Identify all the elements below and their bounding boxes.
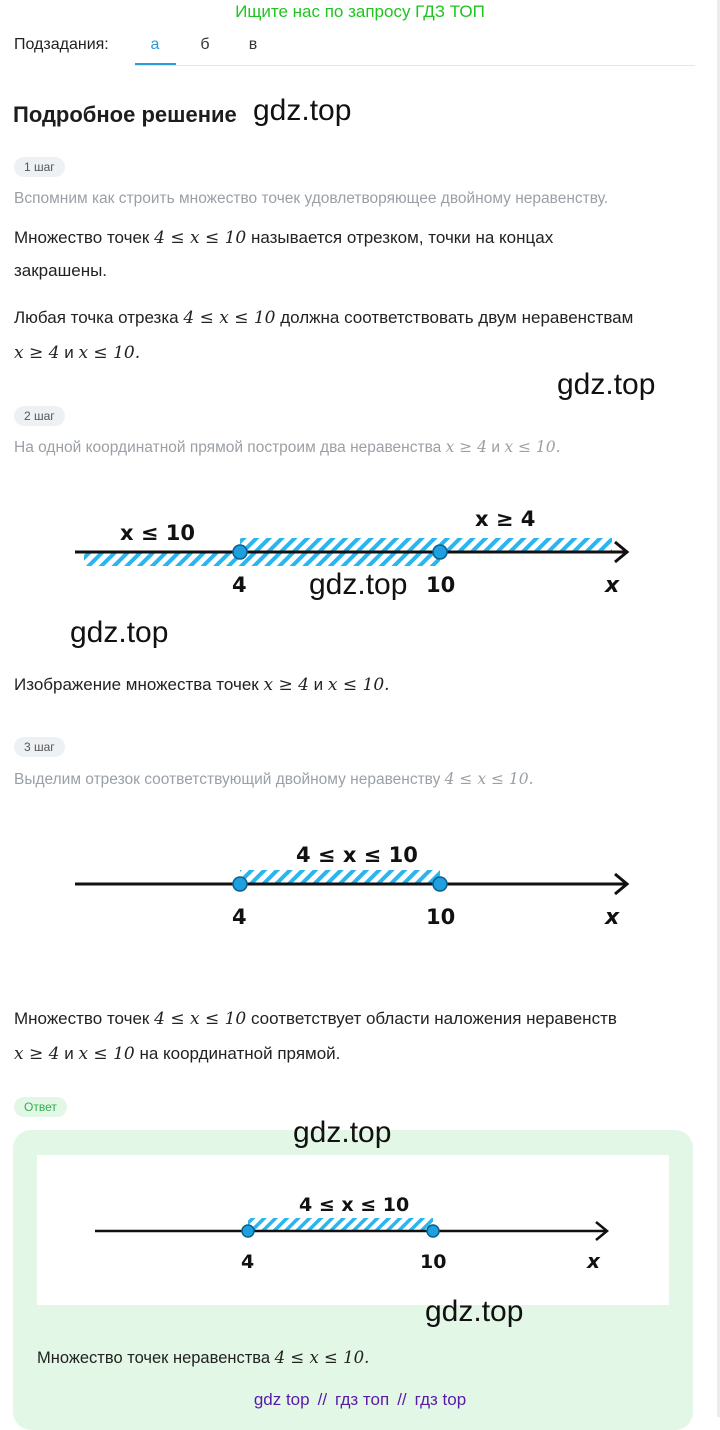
tick-label: 10 [426, 573, 456, 597]
math-inline: x ≤ 10. [504, 438, 561, 456]
text-run: на координатной прямой. [139, 1044, 341, 1063]
step-text [14, 1036, 340, 1072]
step-text: закрашены. [14, 261, 108, 280]
text-run: соответствует области наложения неравенств [250, 1009, 617, 1028]
step-text [14, 300, 633, 336]
text-run: Множество точек неравенства [37, 1349, 271, 1367]
answer-number-line [85, 1180, 625, 1280]
watermark: gdz.top [293, 1116, 392, 1149]
active-tab-indicator [135, 63, 176, 65]
promo-banner[interactable]: Ищите нас по запросу ГДЗ ТОП [235, 2, 485, 21]
text-run: и [313, 675, 324, 694]
tab-a[interactable]: а [150, 36, 160, 53]
hatch-region [240, 870, 440, 884]
step-text [14, 1001, 617, 1037]
math-inline: x ≥ 4 [14, 1044, 60, 1064]
step-badge: 2 шаг [14, 406, 65, 426]
point-10 [433, 877, 447, 891]
math-inline: x ≥ 4 [445, 438, 488, 456]
math-inline: x ≥ 4 [14, 343, 60, 363]
text-run: Множество точек [14, 228, 150, 247]
hatch-region-left [84, 552, 240, 566]
step-text [14, 220, 553, 256]
text-run: Выделим отрезок соответствующий двойному неравенству [14, 771, 441, 788]
step-hint: Вспомним как строить множество точек удовлетворяющее двойному неравенству. [14, 190, 609, 207]
point-10 [433, 545, 447, 559]
point-4 [242, 1225, 254, 1237]
point-4 [233, 545, 247, 559]
label-left: x ≤ 10 [120, 521, 195, 545]
tick-label: 4 [241, 1251, 255, 1273]
text-run: На одной координатной прямой построим два неравенства [14, 439, 442, 456]
footer-link[interactable]: гдз top [414, 1390, 467, 1409]
tick-label: 4 [232, 573, 247, 597]
text-run: и [64, 1044, 74, 1063]
math-inline: x ≤ 10. [327, 675, 390, 695]
footer-link[interactable]: gdz top [253, 1390, 310, 1409]
footer-link[interactable]: гдз топ [335, 1390, 390, 1409]
step-badge: 3 шаг [14, 737, 65, 757]
answer-text [37, 1342, 369, 1374]
page-title: Подробное решение [13, 102, 237, 127]
math-inline: x ≥ 4 [263, 675, 309, 695]
footer-separator: // [317, 1390, 328, 1409]
axis-label: x [587, 1249, 600, 1273]
math-inline: 4 ≤ x ≤ 10. [444, 770, 534, 788]
text-run: и [491, 439, 501, 456]
subtasks-label: Подзадания: [14, 36, 109, 53]
watermark: gdz.top [253, 94, 352, 127]
step-badge: 1 шаг [14, 157, 65, 177]
hatch-region-right [440, 538, 612, 552]
math-inline: 4 ≤ x ≤ 10 [154, 228, 247, 248]
text-run: Любая точка отрезка [14, 308, 179, 327]
math-inline: 4 ≤ x ≤ 10 [183, 308, 276, 328]
segment-label: 4 ≤ x ≤ 10 [299, 1194, 410, 1216]
footer-links [0, 1390, 720, 1410]
watermark: gdz.top [309, 568, 408, 601]
point-4 [233, 877, 247, 891]
step-text [14, 335, 140, 371]
text-run: и [64, 343, 74, 362]
watermark: gdz.top [425, 1295, 524, 1328]
math-inline: 4 ≤ x ≤ 10 [154, 1009, 247, 1029]
axis-label: x [605, 573, 620, 598]
watermark: gdz.top [557, 368, 656, 401]
step-hint [14, 770, 534, 789]
segment-label: 4 ≤ x ≤ 10 [296, 843, 418, 867]
math-inline: 4 ≤ x ≤ 10. [274, 1348, 370, 1367]
point-10 [427, 1225, 439, 1237]
tabs-divider [135, 65, 695, 66]
tick-label: 10 [426, 905, 456, 929]
answer-badge: Ответ [14, 1097, 67, 1117]
math-inline: x ≤ 10 [78, 1044, 135, 1064]
tab-b[interactable]: б [200, 36, 210, 53]
number-line-diagram [60, 830, 660, 940]
step-hint [14, 438, 561, 457]
tick-label: 10 [420, 1251, 447, 1273]
footer-separator: // [397, 1390, 407, 1409]
hatch-region [248, 1218, 433, 1231]
tick-label: 4 [232, 905, 247, 929]
text-run: называется отрезком, точки на концах [250, 228, 554, 247]
label-right: x ≥ 4 [475, 507, 536, 531]
text-run: должна соответствовать двум неравенствам [280, 308, 634, 327]
axis-label: x [605, 905, 620, 930]
hatch-region-overlap-bottom [240, 552, 440, 566]
tab-v[interactable]: в [248, 36, 258, 53]
text-run: Изображение множества точек [14, 675, 259, 694]
text-run: Множество точек [14, 1009, 150, 1028]
hatch-region-overlap-top [240, 538, 440, 552]
math-inline: x ≤ 10. [78, 343, 141, 363]
diagram-caption [14, 667, 390, 703]
watermark: gdz.top [70, 616, 169, 649]
